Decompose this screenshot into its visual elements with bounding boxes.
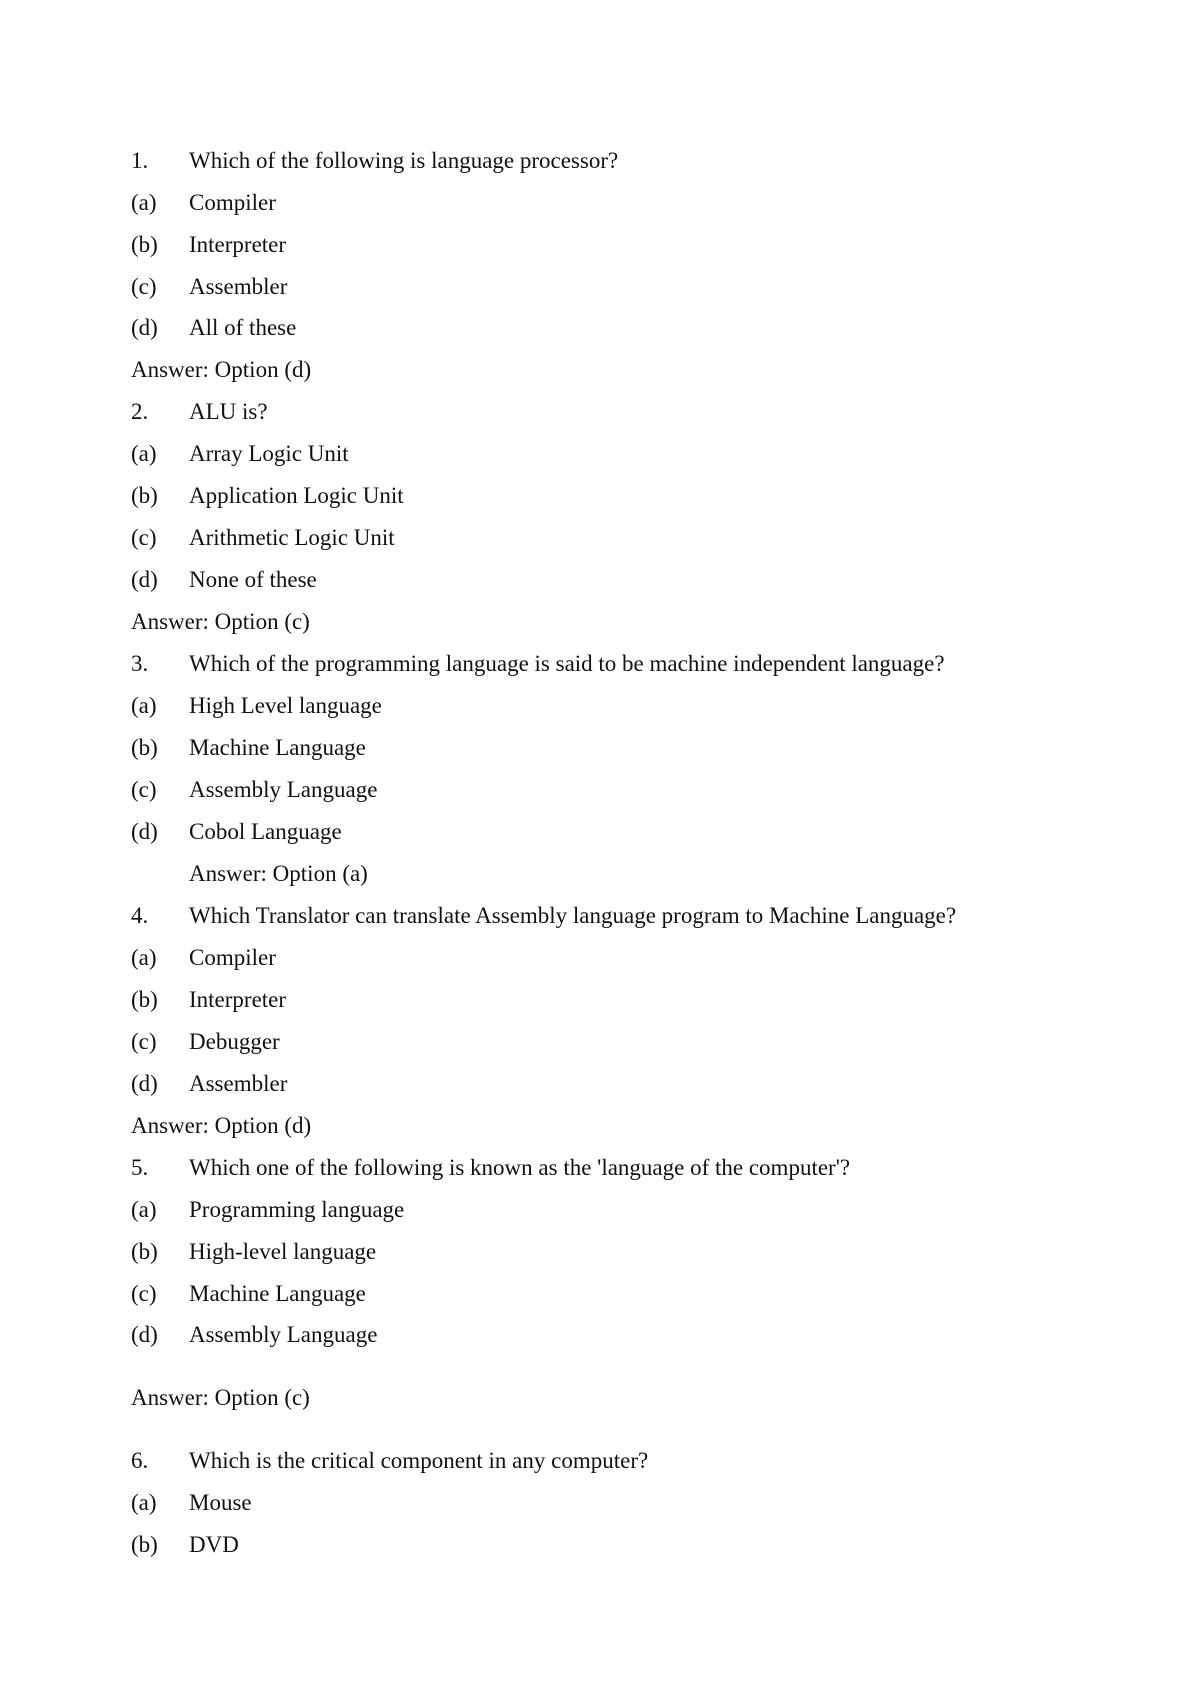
option-row (131, 691, 382, 721)
question-text: Which of the following is language processor? (189, 148, 619, 173)
option-row (131, 943, 276, 973)
question-text: Which one of the following is known as the 'language of the computer'? (189, 1155, 851, 1180)
question-4 (131, 901, 956, 931)
option-label: (d) (131, 819, 158, 844)
option-label: (c) (131, 1281, 157, 1306)
option-text: Interpreter (189, 232, 287, 257)
option-row (131, 985, 286, 1015)
option-text: Programming language (189, 1197, 405, 1222)
question-number: 2. (131, 399, 149, 424)
option-row (131, 565, 317, 595)
option-text: Debugger (189, 1029, 280, 1054)
question-number: 1. (131, 148, 149, 173)
option-text: Assembly Language (189, 1322, 378, 1347)
option-label: (a) (131, 945, 157, 970)
option-text: None of these (189, 567, 317, 592)
option-text: Application Logic Unit (189, 483, 404, 508)
option-label: (d) (131, 1322, 158, 1347)
question-2 (131, 397, 268, 427)
option-row (131, 523, 395, 553)
option-text: Arithmetic Logic Unit (189, 525, 395, 550)
question-number: 4. (131, 903, 149, 928)
option-row (131, 1195, 404, 1225)
question-text: Which of the programming language is said to be machine independent language? (189, 651, 945, 676)
option-label: (d) (131, 315, 158, 340)
option-label: (a) (131, 190, 157, 215)
option-text: Assembler (189, 1071, 288, 1096)
option-label: (a) (131, 693, 157, 718)
option-label: (a) (131, 441, 157, 466)
option-text: Machine Language (189, 735, 366, 760)
option-row (131, 733, 366, 763)
option-text: Compiler (189, 945, 276, 970)
option-label: (b) (131, 1532, 158, 1557)
question-3 (131, 649, 945, 679)
option-label: (b) (131, 1239, 158, 1264)
answer-line: Answer: Option (c) (131, 1385, 310, 1410)
option-row (131, 439, 349, 469)
option-label: (a) (131, 1197, 157, 1222)
option-row (131, 817, 342, 847)
option-text: All of these (189, 315, 297, 340)
option-row (131, 1279, 366, 1309)
option-text: High-level language (189, 1239, 377, 1264)
option-row (131, 230, 286, 260)
answer-line: Answer: Option (d) (131, 357, 312, 382)
option-row (131, 1069, 287, 1099)
question-6 (131, 1446, 648, 1476)
option-label: (d) (131, 567, 158, 592)
option-row (131, 272, 287, 302)
question-number: 6. (131, 1448, 149, 1473)
option-row (131, 1320, 377, 1350)
option-label: (c) (131, 777, 157, 802)
option-row (131, 188, 276, 218)
option-row (131, 1027, 280, 1057)
option-text: DVD (189, 1532, 239, 1557)
option-label: (b) (131, 987, 158, 1012)
option-text: Machine Language (189, 1281, 366, 1306)
question-number: 5. (131, 1155, 149, 1180)
option-text: Array Logic Unit (189, 441, 349, 466)
option-text: Compiler (189, 190, 276, 215)
option-label: (c) (131, 525, 157, 550)
option-label: (b) (131, 232, 158, 257)
question-text: Which is the critical component in any computer? (189, 1448, 649, 1473)
option-text: Cobol Language (189, 819, 342, 844)
question-number: 3. (131, 651, 149, 676)
option-row (131, 1530, 239, 1560)
option-text: High Level language (189, 693, 382, 718)
option-text: Assembler (189, 274, 288, 299)
answer-line: Answer: Option (d) (131, 1113, 312, 1138)
question-text: Which Translator can translate Assembly language program to Machine Language? (189, 903, 957, 928)
option-label: (b) (131, 735, 158, 760)
option-text: Mouse (189, 1490, 252, 1515)
option-label: (c) (131, 1029, 157, 1054)
option-label: (a) (131, 1490, 157, 1515)
question-1 (131, 146, 618, 176)
option-row (131, 1488, 252, 1518)
option-row (131, 1237, 376, 1267)
question-5 (131, 1153, 850, 1183)
answer-line: Answer: Option (a) (189, 861, 368, 886)
option-row (131, 481, 404, 511)
option-row (131, 775, 377, 805)
option-label: (d) (131, 1071, 158, 1096)
option-text: Interpreter (189, 987, 287, 1012)
option-label: (c) (131, 274, 157, 299)
question-text: ALU is? (189, 399, 268, 424)
answer-line: Answer: Option (c) (131, 609, 310, 634)
option-row (131, 313, 296, 343)
option-label: (b) (131, 483, 158, 508)
option-text: Assembly Language (189, 777, 378, 802)
